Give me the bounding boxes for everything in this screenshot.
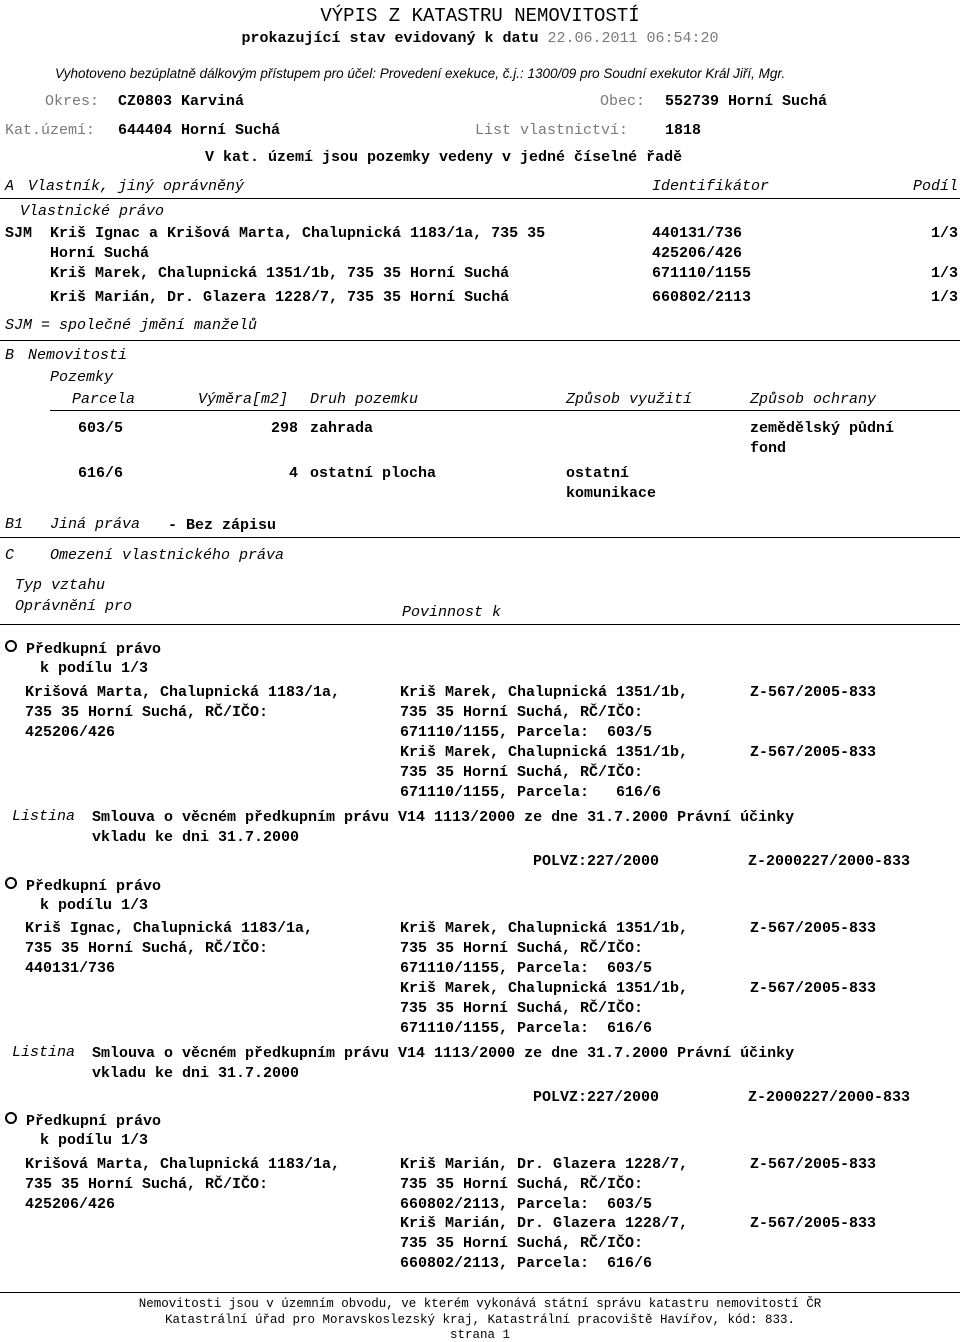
polvz-number: POLVZ:227/2000	[533, 853, 660, 870]
export-date: 22.06.2011 06:54:20	[547, 30, 719, 47]
numbering-note: V kat. území jsou pozemky vedeny v jedné číselné řadě	[205, 149, 683, 166]
col-share-header: Podíl	[912, 178, 958, 195]
obligation-line: Kriš Marek, Chalupnická 1351/1b,	[400, 980, 689, 997]
restriction-share: k podílu 1/3	[40, 660, 149, 677]
document-title: VÝPIS Z KATASTRU NEMOVITOSTÍ	[320, 5, 640, 27]
listina-text: Smlouva o věcném předkupním právu V14 1113/2000 ze dne 31.7.2000 Právní účinky	[92, 1045, 795, 1062]
obligation-line: 735 35 Horní Suchá, RČ/IČO:	[400, 764, 644, 781]
owner-name-cont: Horní Suchá	[50, 245, 150, 262]
entitled-line: 735 35 Horní Suchá, RČ/IČO:	[25, 704, 269, 721]
obec-value: 552739 Horní Suchá	[665, 93, 828, 110]
listina-ref: Z-2000227/2000-833	[748, 1089, 911, 1106]
listina-text: vkladu ke dni 31.7.2000	[92, 1065, 300, 1082]
bullet-circle-icon	[5, 1112, 17, 1124]
owner-identifier: 425206/426	[652, 245, 743, 262]
obligation-ref: Z-567/2005-833	[750, 1156, 877, 1173]
col-type-header: Typ vztahu	[15, 577, 106, 594]
section-b-title: Nemovitosti	[28, 347, 128, 364]
section-a-divider	[0, 198, 960, 199]
obligation-ref: Z-567/2005-833	[750, 744, 877, 761]
bullet-circle-icon	[5, 640, 17, 652]
obligation-line: 671110/1155, Parcela: 616/6	[400, 1020, 653, 1037]
entitled-line: Krišová Marta, Chalupnická 1183/1a,	[25, 1156, 341, 1173]
parcel-area: 298	[270, 420, 298, 437]
section-divider	[0, 340, 960, 341]
parcel-table-divider	[50, 410, 960, 411]
parcel-use: ostatní	[566, 465, 630, 482]
section-b1-letter: B1	[5, 516, 24, 533]
obligation-line: 735 35 Horní Suchá, RČ/IČO:	[400, 1235, 644, 1252]
owner-share: 1/3	[930, 289, 958, 306]
obec-label: Obec:	[600, 93, 646, 110]
obligation-ref: Z-567/2005-833	[750, 1215, 877, 1232]
col-area-header: Výměra[m2]	[198, 391, 289, 408]
footer-line: Katastrální úřad pro Moravskoslezský kraj, Katastrální pracoviště Havířov, kód: 833.	[164, 1313, 796, 1327]
restriction-type: Předkupní právo	[5, 1112, 161, 1131]
obligation-line: Kriš Marek, Chalupnická 1351/1b,	[400, 920, 689, 937]
col-identifier-header: Identifikátor	[652, 178, 770, 195]
lv-label: List vlastnictví:	[475, 122, 629, 139]
col-use-header: Způsob využití	[566, 391, 693, 408]
section-a-title: Vlastník, jiný oprávněný	[28, 178, 245, 195]
section-c-title: Omezení vlastnického práva	[50, 547, 285, 564]
section-divider	[0, 537, 960, 538]
polvz-number: POLVZ:227/2000	[533, 1089, 660, 1106]
obligation-line: 671110/1155, Parcela: 616/6	[400, 784, 662, 801]
sjm-prefix: SJM	[5, 225, 33, 242]
entitled-line: Krišová Marta, Chalupnická 1183/1a,	[25, 684, 341, 701]
parcel-area: 4	[288, 465, 298, 482]
owner-share: 1/3	[930, 225, 958, 242]
obligation-line: Kriš Marek, Chalupnická 1351/1b,	[400, 684, 689, 701]
restriction-type: Předkupní právo	[5, 640, 161, 659]
col-type-header: Druh pozemku	[310, 391, 419, 408]
parcel-type: ostatní plocha	[310, 465, 437, 482]
obligation-line: 671110/1155, Parcela: 603/5	[400, 960, 653, 977]
parcel-protection: fond	[750, 440, 787, 457]
kat-uzemi-label: Kat.území:	[5, 122, 96, 139]
parcel-use: komunikace	[566, 485, 657, 502]
entitled-line: Kriš Ignac, Chalupnická 1183/1a,	[25, 920, 314, 937]
entitled-line: 425206/426	[25, 1196, 116, 1213]
owner-name: Kriš Marián, Dr. Glazera 1228/7, 735 35 Horní Suchá	[50, 289, 510, 306]
document-subtitle: prokazující stav evidovaný k datu 22.06.2011 06:54:20	[241, 30, 719, 47]
entitled-line: 425206/426	[25, 724, 116, 741]
sjm-footnote: SJM = společné jmění manželů	[5, 317, 258, 334]
parcel-type: zahrada	[310, 420, 374, 437]
okres-label: Okres:	[45, 93, 100, 110]
listina-label: Listina	[12, 1044, 76, 1061]
owner-identifier: 440131/736	[652, 225, 743, 242]
restriction-type: Předkupní právo	[5, 877, 161, 896]
entitled-line: 735 35 Horní Suchá, RČ/IČO:	[25, 1176, 269, 1193]
owner-identifier: 671110/1155	[652, 265, 752, 282]
ownership-subtitle: Vlastnické právo	[20, 203, 165, 220]
parcel-number: 603/5	[78, 420, 124, 437]
obligation-line: Kriš Marek, Chalupnická 1351/1b,	[400, 744, 689, 761]
section-b1-value: - Bez zápisu	[168, 517, 277, 534]
obligation-ref: Z-567/2005-833	[750, 980, 877, 997]
restriction-share: k podílu 1/3	[40, 897, 149, 914]
bullet-circle-icon	[5, 877, 17, 889]
section-c-letter: C	[5, 547, 15, 564]
pozemky-subtitle: Pozemky	[50, 369, 114, 386]
section-b-letter: B	[5, 347, 15, 364]
obligation-line: 735 35 Horní Suchá, RČ/IČO:	[400, 940, 644, 957]
obligation-line: Kriš Marián, Dr. Glazera 1228/7,	[400, 1156, 689, 1173]
entitled-line: 735 35 Horní Suchá, RČ/IČO:	[25, 940, 269, 957]
obligation-line: 735 35 Horní Suchá, RČ/IČO:	[400, 1176, 644, 1193]
col-parcel-header: Parcela	[72, 391, 136, 408]
obligation-line: Kriš Marián, Dr. Glazera 1228/7,	[400, 1215, 689, 1232]
kat-uzemi-value: 644404 Horní Suchá	[118, 122, 281, 139]
obligation-ref: Z-567/2005-833	[750, 920, 877, 937]
obligation-line: 660802/2113, Parcela: 616/6	[400, 1255, 653, 1272]
listina-text: vkladu ke dni 31.7.2000	[92, 829, 300, 846]
parcel-number: 616/6	[78, 465, 124, 482]
obligation-ref: Z-567/2005-833	[750, 684, 877, 701]
obligation-line: 671110/1155, Parcela: 603/5	[400, 724, 653, 741]
lv-value: 1818	[665, 122, 702, 139]
col-entitled-header: Oprávnění pro	[15, 598, 133, 615]
owner-identifier: 660802/2113	[652, 289, 752, 306]
issued-note: Vyhotoveno bezúplatně dálkovým přístupem pro účel: Provedení exekuce, č.j.: 1300/09 pro Soudní exekutor Král Jiří, Mgr.	[55, 66, 786, 81]
restrictions-table-divider	[0, 624, 960, 625]
section-b1-title: Jiná práva	[50, 516, 141, 533]
col-protection-header: Způsob ochrany	[750, 391, 877, 408]
obligation-line: 735 35 Horní Suchá, RČ/IČO:	[400, 1000, 644, 1017]
listina-ref: Z-2000227/2000-833	[748, 853, 911, 870]
parcel-protection: zemědělský půdní	[750, 420, 895, 437]
owner-name: Kriš Marek, Chalupnická 1351/1b, 735 35 Horní Suchá	[50, 265, 510, 282]
entitled-line: 440131/736	[25, 960, 116, 977]
col-obligation-header: Povinnost k	[402, 604, 502, 621]
owner-name: Kriš Ignac a Krišová Marta, Chalupnická 1183/1a, 735 35	[50, 225, 546, 242]
owner-share: 1/3	[930, 265, 958, 282]
page-number: strana 1	[449, 1328, 510, 1342]
restriction-share: k podílu 1/3	[40, 1132, 149, 1149]
footer-divider	[0, 1292, 960, 1293]
listina-text: Smlouva o věcném předkupním právu V14 1113/2000 ze dne 31.7.2000 Právní účinky	[92, 809, 795, 826]
okres-value: CZ0803 Karviná	[118, 93, 245, 110]
listina-label: Listina	[12, 808, 76, 825]
footer-line: Nemovitosti jsou v územním obvodu, ve kterém vykonává státní správu katastru nemovitostí ČR	[138, 1297, 822, 1311]
obligation-line: 735 35 Horní Suchá, RČ/IČO:	[400, 704, 644, 721]
section-a-letter: A	[5, 178, 15, 195]
obligation-line: 660802/2113, Parcela: 603/5	[400, 1196, 653, 1213]
